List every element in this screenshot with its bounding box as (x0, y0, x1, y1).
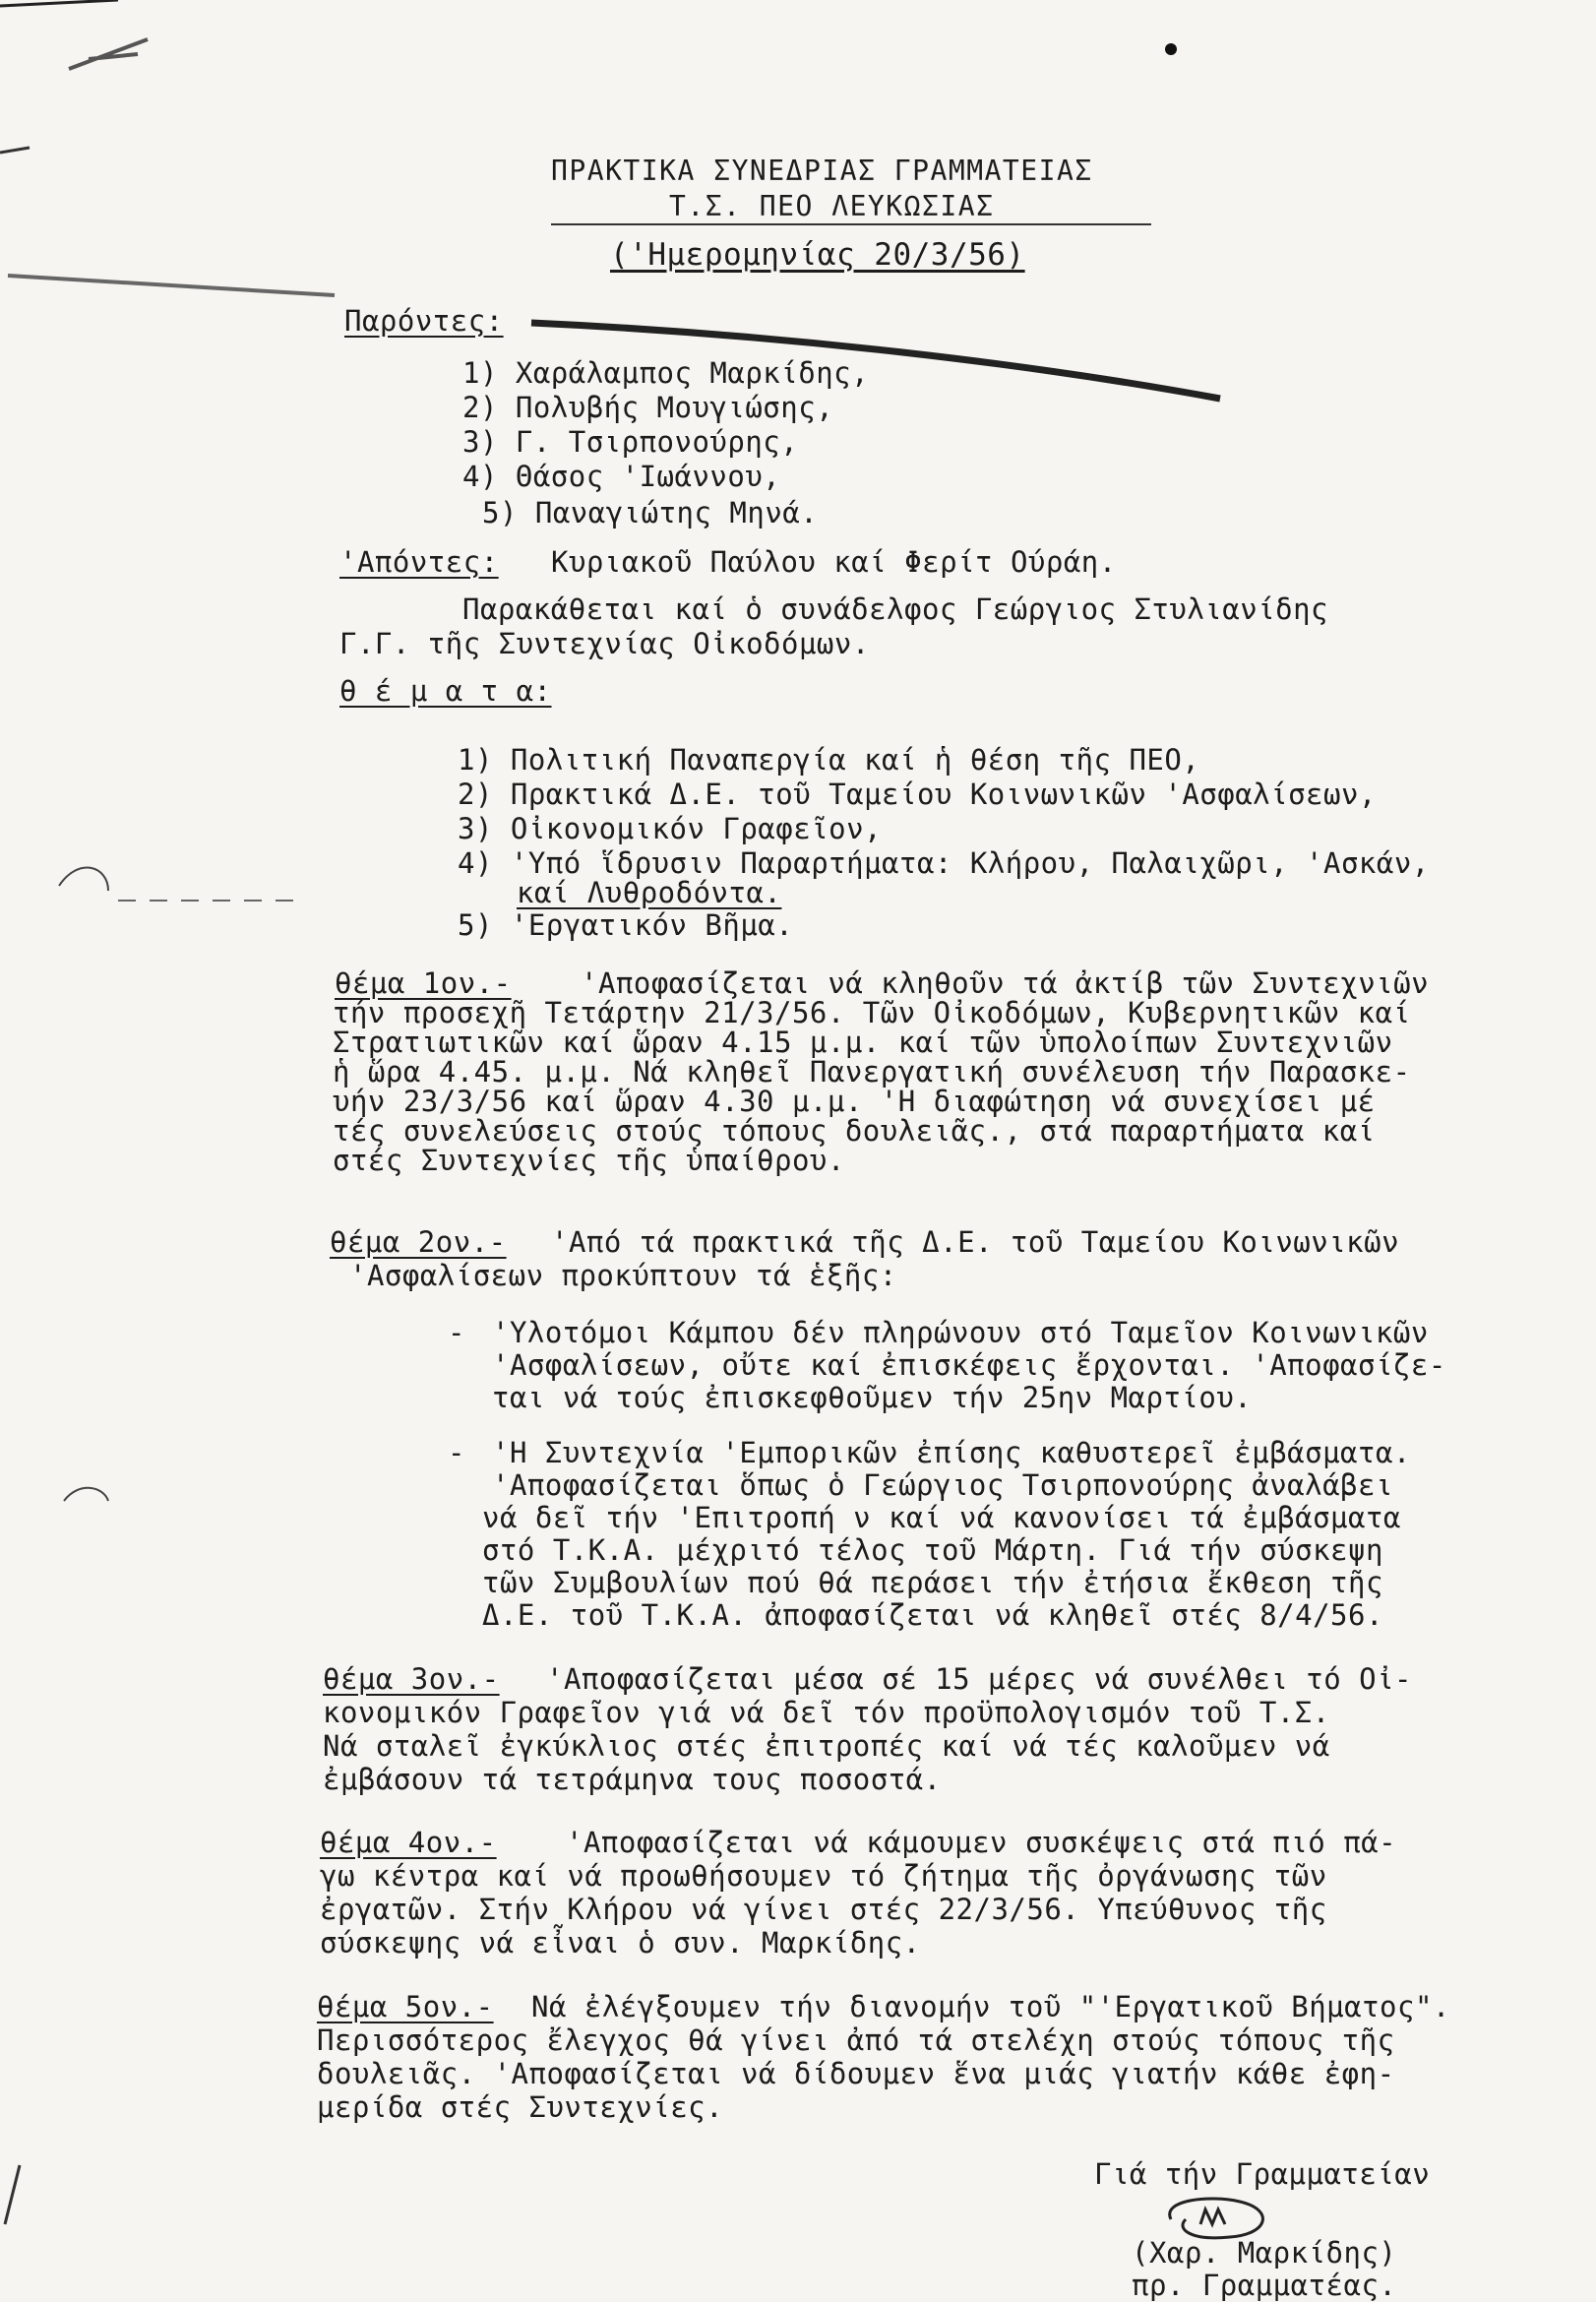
theme-2-label: θέμα 2ον.- (330, 1225, 507, 1259)
topic-item: 4) 'Υπό ἵδρυσιν Παραρτήματα: Κλήρου, Παλαιχῶρι, 'Ασκάν, (458, 846, 1430, 880)
theme-5-line: δουλειᾶς. 'Αποφασίζεται νά δίδουμεν ἕνα μιάς γιατήν κάθε ἐφη- (317, 2057, 1395, 2090)
theme-4-line: γω κέντρα καί νά προωθήσουμεν τό ζήτημα τῆς ὀργάνωσης τῶν (320, 1859, 1327, 1893)
theme-1-line: 'Αποφασίζεται νά κληθοῦν τά ἀκτίβ τῶν Συντεχνιῶν (581, 966, 1430, 1000)
present-name: 4) Θάσος 'Ιωάννου, (462, 460, 781, 493)
topic-item: 1) Πολιτική Παναπεργία καί ἡ θέση τῆς ΠΕΟ, (458, 743, 1200, 777)
theme-1-line: τήν προσεχῆ Τετάρτην 21/3/56. Τῶν Οἰκοδόμων, Κυβερνητικῶν καί (333, 996, 1411, 1029)
document-title: ΠΡΑΚΤΙΚΑ ΣΥΝΕΔΡΙΑΣ ΓΡΑΜΜΑΤΕΙΑΣ (551, 155, 1093, 187)
theme-2-bullet-1-line: ται νά τούς ἐπισκεφθοῦμεν τήν 25ην Μαρτίου. (492, 1381, 1253, 1414)
theme-1-line: υήν 23/3/56 καί ὥραν 4.30 μ.μ. 'Η διαφώτηση νά συνεχίσει μέ (333, 1085, 1376, 1118)
theme-2-bullet-1-line: 'Υλοτόμοι Κάμπου δέν πληρώνουν στό Ταμεῖον Κοινωνικῶν (492, 1316, 1429, 1349)
theme-2-bullet-1-line: 'Ασφαλίσεων, οὔτε καί ἐπισκέφεις ἔρχονται. 'Αποφασίζε- (492, 1348, 1446, 1382)
theme-1-line: ἡ ὥρα 4.45. μ.μ. Νά κληθεῖ Πανεργατική συνέλευση τήν Παρασκε- (333, 1055, 1411, 1089)
theme-4-line: σύσκεψης νά εἶναι ὁ συν. Μαρκίδης. (320, 1926, 921, 1960)
theme-2-bullet-2-line: 'Αποφασίζεται ὅπως ὁ Γεώργιος Τσιρπονούρης ἀναλάβει (492, 1468, 1393, 1502)
theme-4-label: θέμα 4ον.- (320, 1826, 497, 1859)
topic-item: 3) Οἰκονομικόν Γραφεῖον, (458, 812, 883, 845)
theme-2-line: 'Από τά πρακτικά τῆς Δ.Ε. τοῦ Ταμείου Κοινωνικῶν (551, 1225, 1400, 1259)
bullet-dash: - (448, 1436, 465, 1469)
theme-2-bullet-2-line: στό Τ.Κ.Α. μέχριτό τέλος τοῦ Μάρτη. Γιά τήν σύσκεψη (482, 1533, 1383, 1567)
signature-name: (Χαρ. Μαρκίδης) (1132, 2236, 1397, 2270)
guest-line: Παρακάθεται καί ὁ συνάδελφος Γεώργιος Στυλιανίδης (462, 592, 1329, 626)
theme-2-bullet-2-line: νά δεῖ τήν 'Επιτροπή ν καί νά κανονίσει τά ἐμβάσματα (482, 1501, 1401, 1534)
theme-3-line: ἐμβάσουν τά τετράμηνα τους ποσοστά. (323, 1763, 942, 1796)
theme-1-line: τές συνελεύσεις στούς τόπους δουλειᾶς., στά παραρτήματα καί (333, 1114, 1376, 1148)
present-name: 5) Παναγιώτης Μηνά. (482, 496, 819, 529)
theme-1-line: στές Συντεχνίες τῆς ὑπαίθρου. (333, 1144, 845, 1177)
topic-item: καί Λυθροδόντα. (517, 876, 782, 909)
absent-names: Κυριακοῦ Παύλου καί Φερίτ Ούράη. (551, 545, 1117, 579)
theme-3-label: θέμα 3ον.- (323, 1662, 500, 1696)
present-name: 3) Γ. Τσιρπονούρης, (462, 425, 799, 459)
guest-line: Γ.Γ. τῆς Συντεχνίας Οἰκοδόμων. (339, 627, 870, 660)
topics-heading: θ έ μ α τ α: (339, 674, 552, 708)
signature-caption: Γιά τήν Γραμματείαν (1094, 2157, 1431, 2191)
bullet-dash: - (448, 1316, 465, 1349)
theme-3-line: 'Αποφασίζεται μέσα σέ 15 μέρες νά συνέλθει τό Οἰ- (546, 1662, 1413, 1696)
theme-4-line: ἐργατῶν. Στήν Κλήρου νά γίνει στές 22/3/56. Υπεύθυνος τῆς (320, 1893, 1327, 1926)
topic-item: 2) Πρακτικά Δ.Ε. τοῦ Ταμείου Κοινωνικῶν 'Ασφαλίσεων, (458, 778, 1377, 811)
theme-2-bullet-2-line: τῶν Συμβουλίων πού θά περάσει τήν ἐτήσια ἔκθεση τῆς (482, 1566, 1383, 1599)
theme-5-line: Νά ἐλέγξουμεν τήν διανομήν τοῦ "'Εργατικοῦ Βήματος". (531, 1990, 1450, 2023)
theme-5-line: μερίδα στές Συντεχνίες. (317, 2090, 724, 2124)
theme-1-label: θέμα 1ον.- (335, 966, 512, 1000)
topic-item: 5) 'Εργατικόν Βῆμα. (458, 908, 794, 942)
theme-5-label: θέμα 5ον.- (317, 1990, 494, 2023)
theme-5-line: Περισσότερος ἔλεγχος θά γίνει ἀπό τά στελέχη στούς τόπους τῆς (317, 2023, 1395, 2057)
theme-2-bullet-2-line: Δ.Ε. τοῦ Τ.Κ.Α. ἀποφασίζεται νά κληθεῖ στές 8/4/56. (482, 1598, 1383, 1632)
theme-4-line: 'Αποφασίζεται νά κάμουμεν συσκέψεις στά πιό πά- (566, 1826, 1397, 1859)
document-date: ('Ημερομηνίας 20/3/56) (610, 237, 1025, 273)
present-name: 1) Χαράλαμπος Μαρκίδης, (462, 356, 870, 390)
theme-2-line: 'Ασφαλίσεων προκύπτουν τά ἑξῆς: (349, 1259, 897, 1292)
document-subtitle: Τ.Σ. ΠΕΟ ΛΕΥΚΩΣΙΑΣ (669, 190, 995, 222)
theme-1-line: Στρατιωτικῶν καί ὥραν 4.15 μ.μ. καί τῶν ὑπολοίπων Συντεχνιῶν (333, 1026, 1393, 1059)
theme-3-line: κονομικόν Γραφεῖον γιά νά δεῖ τόν προϋπολογισμόν τοῦ Τ.Σ. (323, 1696, 1330, 1729)
absent-heading: 'Απόντες: (339, 545, 499, 579)
signature-role: πρ. Γραμματέας. (1132, 2269, 1397, 2302)
theme-2-bullet-2-line: 'Η Συντεχνία 'Εμπορικῶν ἐπίσης καθυστερεῖ ἐμβάσματα. (492, 1436, 1411, 1469)
theme-3-line: Νά σταλεῖ ἐγκύκλιος στές ἐπιτροπές καί νά τές καλοῦμεν νά (323, 1729, 1330, 1763)
present-heading: Παρόντες: (344, 304, 504, 338)
present-name: 2) Πολυβής Μουγιώσης, (462, 391, 834, 424)
